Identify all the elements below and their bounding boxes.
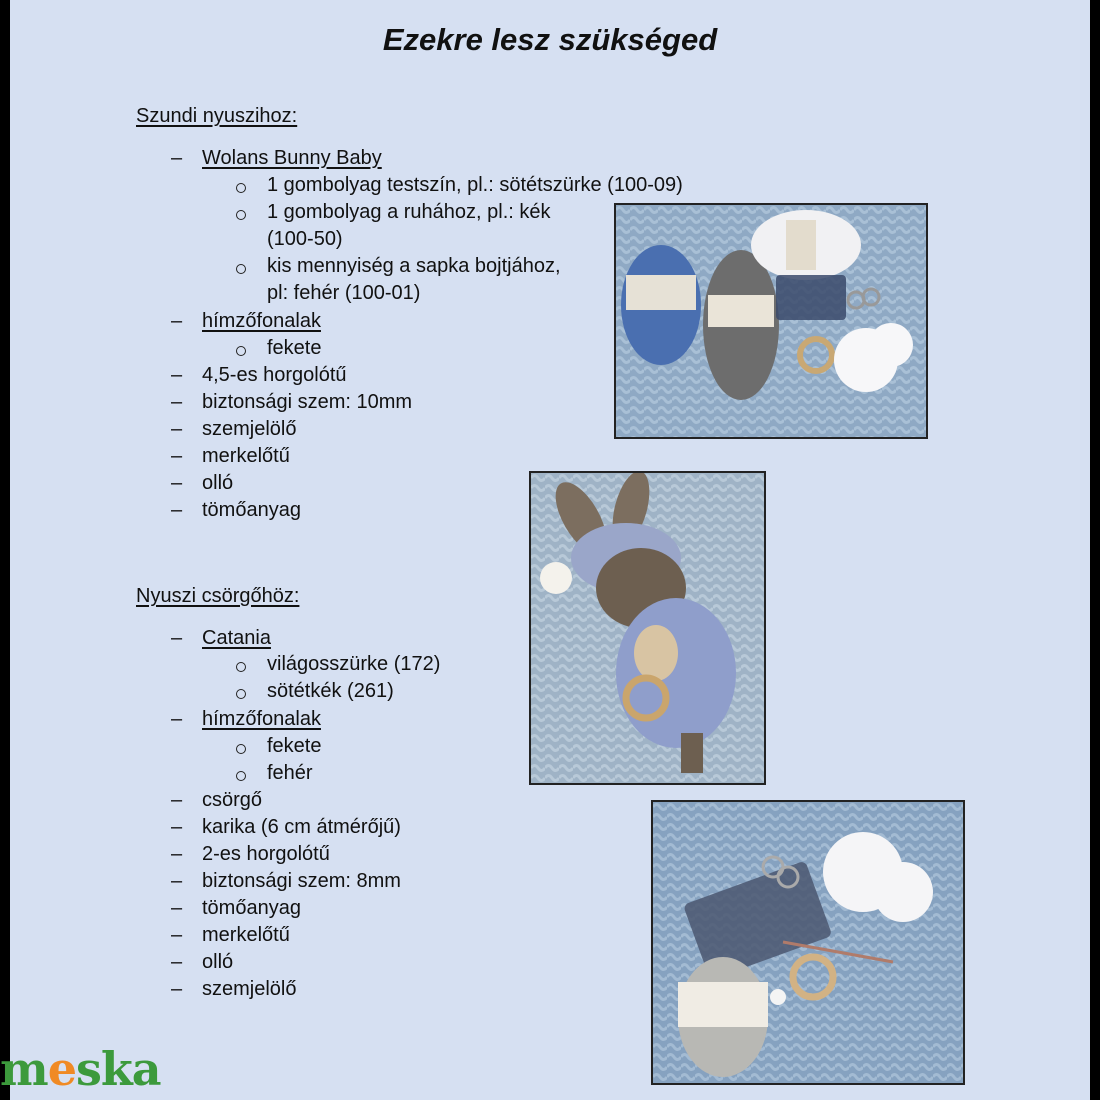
s1-needle: merkelőtű [202, 445, 290, 467]
s2-embroidery-sub2: fehér [267, 762, 313, 784]
circle-bullet [236, 346, 246, 356]
photo-rattle-supplies [651, 800, 965, 1085]
dash-bullet: – [171, 897, 183, 919]
s2-yarn-sub1: világosszürke (172) [267, 653, 441, 675]
s1-yarn-sub1: 1 gombolyag testszín, pl.: sötétszürke (100-09) [267, 174, 683, 196]
circle-bullet [236, 264, 246, 274]
dash-bullet: – [171, 364, 183, 386]
circle-bullet [236, 210, 246, 220]
document-page [10, 0, 1090, 1100]
s1-yarn-sub2b: (100-50) [267, 228, 343, 250]
dash-bullet: – [171, 445, 183, 467]
s1-embroidery: hímzőfonalak [202, 310, 321, 332]
dash-bullet: – [171, 418, 183, 440]
page-title: Ezekre lesz szükséged [382, 22, 718, 57]
circle-bullet [236, 689, 246, 699]
s1-eyes: biztonsági szem: 10mm [202, 391, 413, 413]
s1-scissors: olló [202, 472, 234, 494]
s1-hook: 4,5-es horgolótű [202, 364, 347, 386]
logo-letter-e: e [47, 1042, 76, 1096]
dash-bullet: – [171, 472, 183, 494]
s1-marker: szemjelölő [202, 418, 297, 440]
s2-stuffing: tömőanyag [202, 897, 301, 919]
circle-bullet [236, 744, 246, 754]
s1-yarn-sub3b: pl: fehér (100-01) [267, 282, 421, 304]
dash-bullet: – [171, 310, 183, 332]
dash-bullet: – [171, 870, 183, 892]
section1-heading: Szundi nyuszihoz: [136, 105, 298, 127]
meska-logo [0, 1042, 161, 1096]
s1-yarn-sub2a: 1 gombolyag a ruhához, pl.: kék [267, 201, 551, 223]
s2-hook: 2-es horgolótű [202, 843, 330, 865]
logo-letter-m: m [0, 1042, 48, 1096]
dash-bullet: – [171, 816, 183, 838]
dash-bullet: – [171, 789, 183, 811]
s2-eyes: biztonsági szem: 8mm [202, 870, 401, 892]
circle-bullet [236, 183, 246, 193]
dash-bullet: – [171, 499, 183, 521]
circle-bullet [236, 662, 246, 672]
logo-letters-ska: ska [75, 1042, 161, 1096]
section2-heading: Nyuszi csörgőhöz: [136, 585, 300, 607]
dash-bullet: – [171, 843, 183, 865]
s1-yarn: Wolans Bunny Baby [202, 147, 382, 169]
dash-bullet: – [171, 708, 183, 730]
s2-yarn-sub2: sötétkék (261) [267, 680, 394, 702]
dash-bullet: – [171, 951, 183, 973]
dash-bullet: – [171, 147, 183, 169]
s2-needle: merkelőtű [202, 924, 290, 946]
photo-finished-bunny [529, 471, 766, 785]
circle-bullet [236, 771, 246, 781]
dash-bullet: – [171, 978, 183, 1000]
s2-marker: szemjelölő [202, 978, 297, 1000]
dash-bullet: – [171, 627, 183, 649]
dash-bullet: – [171, 391, 183, 413]
s1-yarn-sub3a: kis mennyiség a sapka bojtjához, [267, 255, 561, 277]
s2-embroidery-sub1: fekete [267, 735, 322, 757]
s1-embroidery-sub1: fekete [267, 337, 322, 359]
s2-ring: karika (6 cm átmérőjű) [202, 816, 401, 838]
s2-rattle: csörgő [202, 789, 263, 811]
s2-yarn: Catania [202, 627, 271, 649]
dash-bullet: – [171, 924, 183, 946]
photo-bunny-supplies [614, 203, 928, 439]
s2-scissors: olló [202, 951, 234, 973]
s1-stuffing: tömőanyag [202, 499, 301, 521]
s2-embroidery: hímzőfonalak [202, 708, 321, 730]
